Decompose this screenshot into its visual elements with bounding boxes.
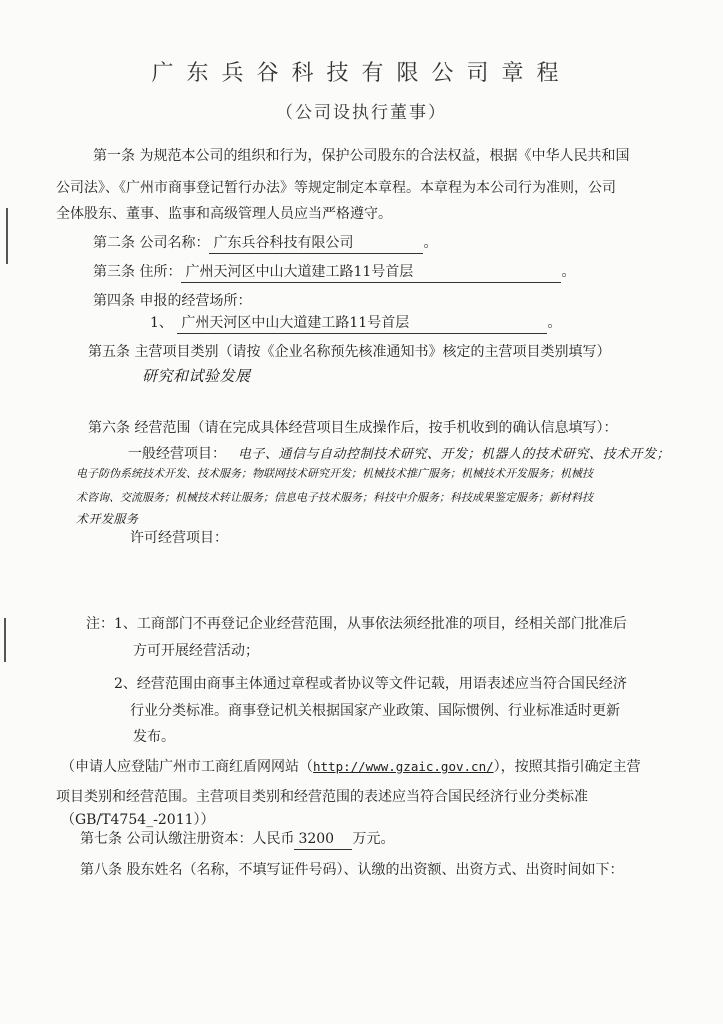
note-2-line-2: 行业分类标准。商事登记机关根据国家产业政策、国际惯例、行业标准适时更新 bbox=[130, 703, 620, 719]
note-1-line-2: 方可开展经营活动； bbox=[133, 643, 259, 659]
main-category-handwritten: 研究和试验发展 bbox=[142, 367, 251, 385]
article-7-label: 第七条 公司认缴注册资本：人民币 bbox=[80, 831, 295, 847]
article-6-label: 第六条 经营范围（请在完成具体经营项目生成操作后，按手机收到的确认信息填写）： bbox=[88, 420, 618, 436]
gzaic-link[interactable]: http://www.gzaic.gov.cn/ bbox=[313, 759, 494, 774]
article-2-end: 。 bbox=[423, 235, 438, 251]
article-5-label: 第五条 主营项目类别（请按《企业名称预先核准通知书》核定的主营项目类别填写） bbox=[88, 344, 611, 360]
article-3-label: 第三条 住所： bbox=[93, 264, 182, 280]
article-2 bbox=[93, 233, 437, 254]
article-4-item bbox=[150, 313, 561, 334]
business-scope-handwritten-2: 电子防伪系统技术开发、技术服务；物联网技术研究开发；机械技术推广服务；机械技术开发服务；机械技 bbox=[76, 467, 593, 480]
article-7-end: 万元。 bbox=[352, 831, 395, 847]
article-3-end: 。 bbox=[561, 264, 576, 280]
address-value: 广州天河区中山大道建工路11号首层 bbox=[181, 262, 561, 283]
article-2-label: 第二条 公司名称： bbox=[93, 235, 210, 251]
instruction-line-3: （GB/T4754_-2011）） bbox=[61, 812, 215, 828]
business-scope-handwritten-4: 术开发服务 bbox=[76, 512, 139, 526]
company-name-value: 广东兵谷科技有限公司 bbox=[209, 233, 423, 254]
article-1-line-3: 全体股东、董事、监事和高级管理人员应当严格遵守。 bbox=[56, 206, 392, 222]
business-premises-value: 广州天河区中山大道建工路11号首层 bbox=[177, 313, 547, 334]
article-4-label: 第四条 申报的经营场所： bbox=[93, 293, 252, 309]
scan-mark-left-2 bbox=[4, 618, 6, 662]
scan-mark-left-1 bbox=[6, 208, 8, 264]
article-4-item-no: 1、 bbox=[150, 315, 173, 331]
business-scope-handwritten-1: 电子、通信与自动控制技术研究、开发；机器人的技术研究、技术开发； bbox=[238, 447, 671, 462]
document-subtitle: （公司设执行董事） bbox=[276, 103, 447, 123]
registered-capital-value: 3200 bbox=[294, 829, 352, 850]
general-items-label: 一般经营项目： bbox=[128, 446, 226, 462]
document-title: 广东兵谷科技有限公司章程 bbox=[151, 61, 572, 86]
business-scope-handwritten-3: 术咨询、交流服务；机械技术转让服务；信息电子技术服务；科技中介服务；科技成果鉴定服务；新材料技 bbox=[76, 491, 593, 504]
article-1-line-2: 公司法》、《广州市商事登记暂行办法》等规定制定本章程。本章程为本公司行为准则，公司 bbox=[56, 180, 616, 196]
note-1-line-1: 注：1、工商部门不再登记企业经营范围，从事依法须经批准的项目，经相关部门批准后 bbox=[86, 616, 627, 632]
note-2-line-1: 2、经营范围由商事主体通过章程或者协议等文件记载，用语表述应当符合国民经济 bbox=[114, 676, 627, 692]
article-1-line-1: 第一条 为规范本公司的组织和行为，保护公司股东的合法权益，根据《中华人民共和国 bbox=[93, 148, 630, 164]
instruction-line-1 bbox=[61, 757, 641, 777]
article-7 bbox=[80, 829, 394, 850]
instruction-text-b: ），按照其指引确定主营 bbox=[493, 759, 641, 775]
article-3 bbox=[93, 262, 575, 283]
instruction-text-a: （申请人应登陆广州市工商红盾网网站（ bbox=[61, 759, 313, 775]
article-4-end: 。 bbox=[547, 315, 562, 331]
note-2-line-3: 发布。 bbox=[133, 729, 175, 745]
permit-items-label: 许可经营项目： bbox=[130, 530, 228, 546]
article-8-label: 第八条 股东姓名（名称，不填写证件号码）、认缴的出资额、出资方式、出资时间如下： bbox=[80, 862, 624, 878]
instruction-line-2: 项目类别和经营范围。主营项目类别和经营范围的表述应当符合国民经济行业分类标准 bbox=[56, 789, 588, 805]
